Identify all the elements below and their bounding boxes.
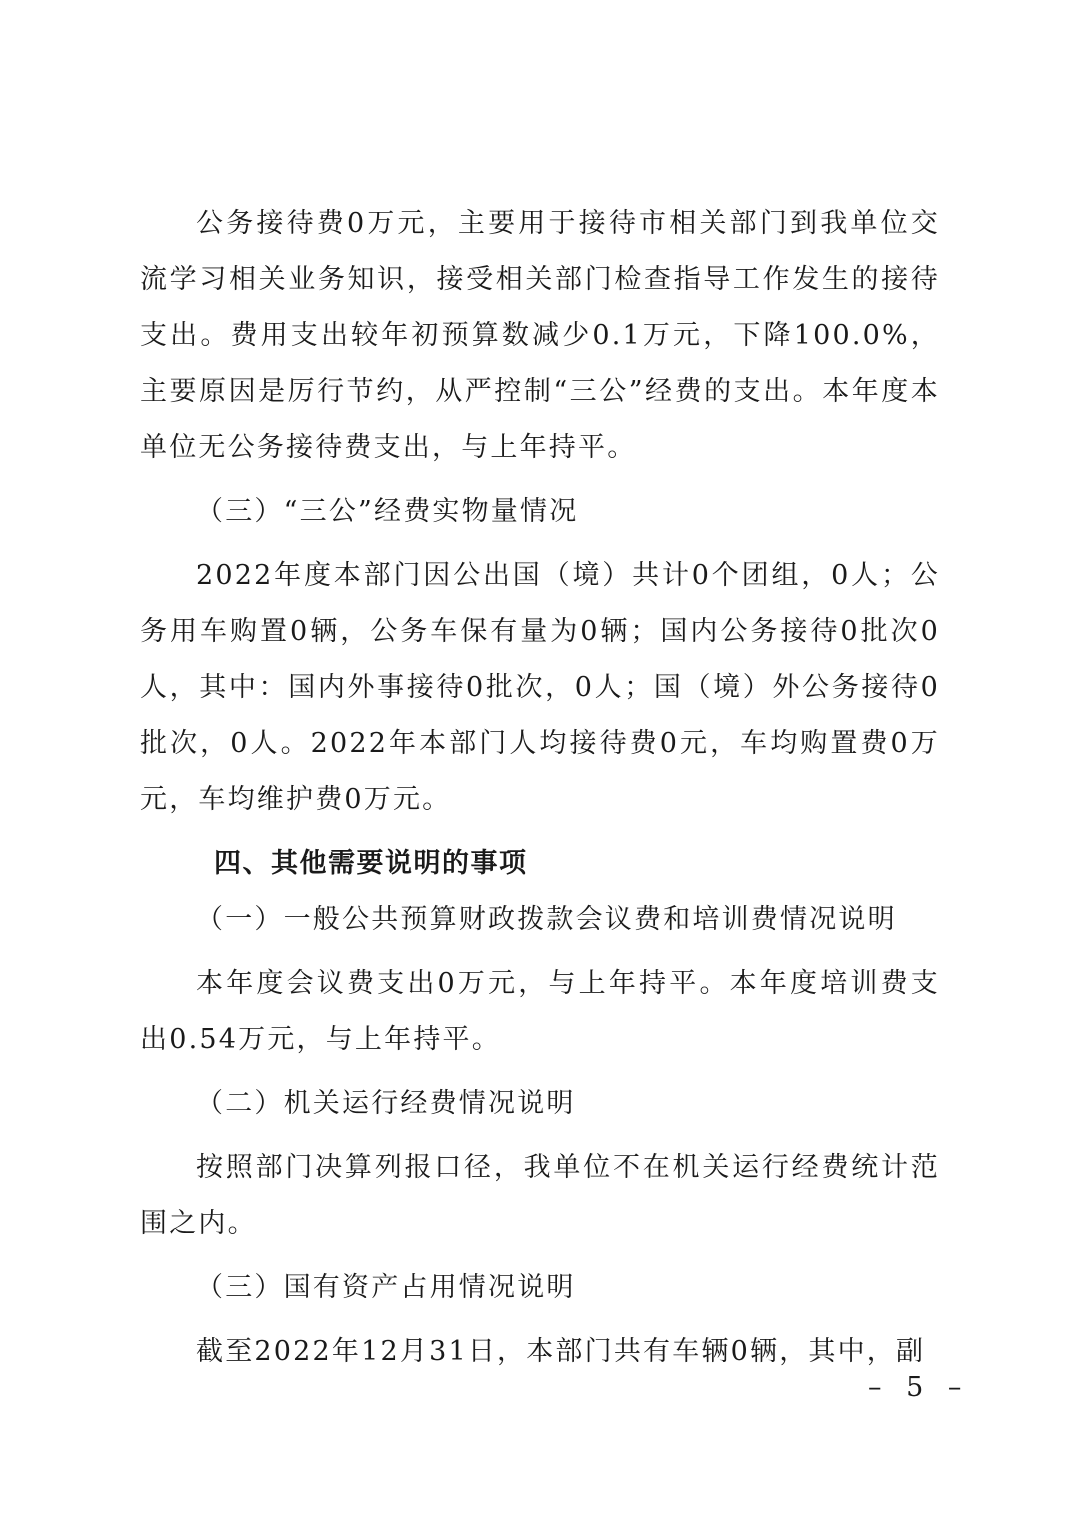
heading-operating-funds: （二）机关运行经费情况说明 bbox=[196, 1088, 576, 1119]
paragraph-meeting-training: 本年度会议费支出0万元，与上年持平。本年度培训费支出0.54万元，与上年持平。 bbox=[140, 968, 940, 1055]
paragraph-reception-expenses: 公务接待费0万元，主要用于接待市相关部门到我单位交流学习相关业务知识，接受相关部门检查指导工作发生的接待支出。费用支出较年初预算数减少0.1万元，下降100.0%，主要原因是厉行节约，从严控制“三公”经费的支出。本年度本单位无公务接待费支出，与上年持平。 bbox=[140, 208, 940, 463]
heading-state-assets: （三）国有资产占用情况说明 bbox=[196, 1272, 576, 1303]
paragraph-physical-quantity: 2022年度本部门因公出国（境）共计0个团组，0人；公务用车购置0辆，公务车保有量为0辆；国内公务接待0批次0人，其中：国内外事接待0批次，0人；国（境）外公务接待0批次，0人。2022年本部门人均接待费0元，车均购置费0万元，车均维护费0万元。 bbox=[140, 560, 940, 815]
page-number: – 5 – bbox=[868, 1372, 970, 1403]
paragraph-state-assets: 截至2022年12月31日，本部门共有车辆0辆，其中，副 bbox=[196, 1336, 926, 1367]
heading-physical-quantity: （三）“三公”经费实物量情况 bbox=[196, 496, 579, 527]
heading-section-four: 四、其他需要说明的事项 bbox=[214, 848, 528, 879]
page-body bbox=[140, 196, 940, 1380]
heading-meeting-training: （一）一般公共预算财政拨款会议费和培训费情况说明 bbox=[196, 904, 897, 935]
paragraph-operating-funds: 按照部门决算列报口径，我单位不在机关运行经费统计范围之内。 bbox=[140, 1152, 940, 1239]
